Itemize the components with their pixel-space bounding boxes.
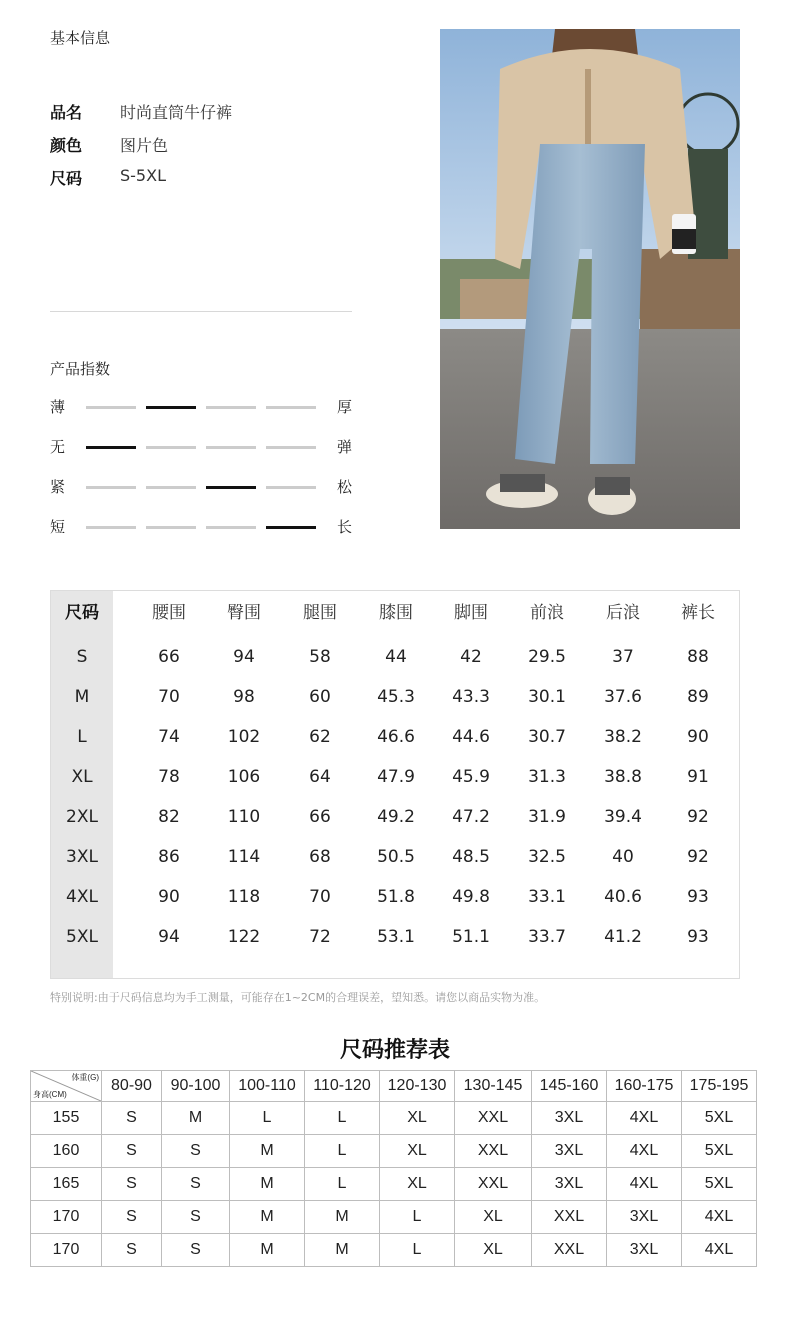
size-table-cell: 46.6 <box>377 727 415 747</box>
size-table-cell: 58 <box>309 647 331 667</box>
index-row <box>50 396 355 418</box>
recommend-size-cell: L <box>305 1135 380 1168</box>
index-bar-active <box>266 526 316 529</box>
size-table-cell: 49.8 <box>452 887 490 907</box>
recommend-weight-header: 160-175 <box>607 1071 682 1102</box>
recommend-size-cell: S <box>102 1168 162 1201</box>
size-table-cell: 33.1 <box>528 887 566 907</box>
recommend-weight-header: 80-90 <box>102 1071 162 1102</box>
size-table-cell: 42 <box>460 647 482 667</box>
index-right-label: 长 <box>336 518 352 536</box>
size-table-header-cell: 前浪 <box>530 603 564 623</box>
size-table-cell: 66 <box>158 647 180 667</box>
recommend-size-cell: L <box>305 1168 380 1201</box>
size-table-cell: M <box>74 687 90 707</box>
recommend-weight-header: 90-100 <box>162 1071 230 1102</box>
recommend-title: 尺码推荐表 <box>339 1038 450 1063</box>
size-table-header-cell: 裤长 <box>681 603 715 623</box>
recommend-header-row <box>31 1071 757 1102</box>
recommend-size-cell: 3XL <box>532 1168 607 1201</box>
size-table-cell: 40.6 <box>604 887 642 907</box>
size-table-cell: 32.5 <box>528 847 566 867</box>
recommend-size-cell: XXL <box>455 1168 532 1201</box>
size-table-cell: 118 <box>227 887 261 907</box>
recommend-size-cell: S <box>162 1168 230 1201</box>
recommend-height-cell: 165 <box>31 1168 102 1201</box>
recommend-size-cell: S <box>102 1102 162 1135</box>
recommend-height-cell: 155 <box>31 1102 102 1135</box>
size-table-cell: 38.8 <box>604 767 642 787</box>
index-row <box>50 516 355 538</box>
info-row-color <box>50 133 168 156</box>
recommend-size-cell: XL <box>455 1201 532 1234</box>
index-bar <box>206 406 256 409</box>
info-row-size <box>50 166 166 189</box>
size-table-cell: 39.4 <box>604 807 642 827</box>
recommend-size-cell: S <box>102 1201 162 1234</box>
size-table-row <box>51 677 741 717</box>
size-table-cell: 86 <box>158 847 180 867</box>
recommend-size-cell: 3XL <box>607 1201 682 1234</box>
recommend-size-cell: 3XL <box>532 1102 607 1135</box>
recommend-weight-header: 145-160 <box>532 1071 607 1102</box>
index-right-label: 松 <box>336 478 352 496</box>
size-table-cell: 122 <box>227 927 261 947</box>
size-table-header-cell: 脚围 <box>454 603 488 623</box>
size-table-cell: 29.5 <box>528 647 566 667</box>
size-table-cell: 94 <box>158 927 180 947</box>
recommend-size-cell: 4XL <box>607 1168 682 1201</box>
corner-height-label: 身高(CM) <box>33 1090 67 1099</box>
recommend-size-cell: XXL <box>455 1135 532 1168</box>
recommend-size-cell: M <box>305 1201 380 1234</box>
size-table-cell: 43.3 <box>452 687 490 707</box>
size-table-cell: 114 <box>227 847 261 867</box>
recommend-row <box>31 1135 757 1168</box>
size-table-cell: 89 <box>687 687 709 707</box>
product-index-title: 产品指数 <box>50 360 111 378</box>
index-bar-active <box>86 446 136 449</box>
recommend-size-cell: M <box>230 1201 305 1234</box>
size-table-cell: 33.7 <box>528 927 566 947</box>
size-table-row <box>51 917 741 957</box>
index-bar <box>146 486 196 489</box>
size-table-cell: 44.6 <box>452 727 490 747</box>
size-table-cell: 5XL <box>66 927 98 947</box>
recommend-weight-header: 110-120 <box>305 1071 380 1102</box>
recommend-size-cell: 3XL <box>532 1135 607 1168</box>
recommend-size-cell: M <box>162 1102 230 1135</box>
size-table-cell: 94 <box>233 647 255 667</box>
size-table-header-cell: 腰围 <box>152 603 186 623</box>
basic-info-title: 基本信息 <box>50 29 111 47</box>
index-bar <box>86 486 136 489</box>
size-table-cell: 92 <box>687 847 709 867</box>
size-table-cell: 90 <box>687 727 709 747</box>
recommend-size-cell: M <box>230 1135 305 1168</box>
index-bar <box>206 446 256 449</box>
recommend-size-cell: 4XL <box>682 1234 757 1267</box>
size-table-cell: 41.2 <box>604 927 642 947</box>
recommend-size-cell: S <box>162 1135 230 1168</box>
size-table-cell: 102 <box>227 727 261 747</box>
size-table-cell: 31.9 <box>528 807 566 827</box>
recommend-size-cell: XL <box>455 1234 532 1267</box>
recommend-size-cell: S <box>102 1234 162 1267</box>
index-row <box>50 476 355 498</box>
size-table-cell: 98 <box>233 687 255 707</box>
size-table-row <box>51 837 741 877</box>
size-table-row <box>51 717 741 757</box>
index-left-label: 无 <box>50 438 66 456</box>
recommend-row <box>31 1234 757 1267</box>
index-bar <box>266 406 316 409</box>
recommend-row <box>31 1102 757 1135</box>
recommend-size-cell: 4XL <box>607 1102 682 1135</box>
size-table-cell: 66 <box>309 807 331 827</box>
size-table-cell: 60 <box>309 687 331 707</box>
size-table-cell: 51.8 <box>377 887 415 907</box>
index-bar <box>146 526 196 529</box>
recommend-size-cell: M <box>230 1234 305 1267</box>
size-table-cell: L <box>77 727 87 747</box>
size-table-cell: 78 <box>158 767 180 787</box>
recommend-height-cell: 160 <box>31 1135 102 1168</box>
measurement-note: 特别说明:由于尺码信息均为手工测量，可能存在1~2CM的合理误差，望知悉。请您以商品实物为准。 <box>50 991 546 1004</box>
info-value: S-5XL <box>120 166 166 185</box>
recommend-size-cell: S <box>162 1201 230 1234</box>
size-table-cell: 90 <box>158 887 180 907</box>
size-table-cell: 38.2 <box>604 727 642 747</box>
size-table-cell: 68 <box>309 847 331 867</box>
recommend-size-cell: L <box>305 1102 380 1135</box>
recommend-size-cell: 4XL <box>682 1201 757 1234</box>
size-table-cell: 4XL <box>66 887 98 907</box>
index-bar <box>86 526 136 529</box>
index-bar <box>206 526 256 529</box>
size-table-cell: 53.1 <box>377 927 415 947</box>
recommend-corner-cell <box>31 1071 102 1102</box>
recommend-size-cell: L <box>380 1234 455 1267</box>
index-bar-active <box>146 406 196 409</box>
size-table-row <box>51 637 741 677</box>
size-table-cell: 92 <box>687 807 709 827</box>
recommend-height-cell: 170 <box>31 1234 102 1267</box>
size-table-row <box>51 797 741 837</box>
recommend-weight-header: 100-110 <box>230 1071 305 1102</box>
recommend-size-cell: XL <box>380 1102 455 1135</box>
size-table <box>50 590 740 979</box>
size-table-header-cell: 后浪 <box>606 603 640 623</box>
size-table-cell: 47.2 <box>452 807 490 827</box>
recommend-size-cell: S <box>102 1135 162 1168</box>
size-table-header-cell: 膝围 <box>379 603 413 623</box>
size-table-cell: 50.5 <box>377 847 415 867</box>
recommend-size-cell: 3XL <box>607 1234 682 1267</box>
index-left-label: 紧 <box>50 478 66 496</box>
size-table-header-cell: 尺码 <box>65 603 99 623</box>
index-right-label: 弹 <box>336 438 352 456</box>
index-left-label: 薄 <box>50 398 66 416</box>
size-table-cell: 31.3 <box>528 767 566 787</box>
recommend-size-cell: 4XL <box>607 1135 682 1168</box>
recommend-row <box>31 1168 757 1201</box>
corner-weight-label: 体重(G) <box>71 1073 99 1082</box>
size-table-cell: 37 <box>612 647 634 667</box>
index-bar-active <box>206 486 256 489</box>
size-table-cell: 40 <box>612 847 634 867</box>
recommend-size-cell: L <box>230 1102 305 1135</box>
size-table-cell: 51.1 <box>452 927 490 947</box>
recommend-weight-header: 175-195 <box>682 1071 757 1102</box>
size-table-cell: 74 <box>158 727 180 747</box>
info-value: 图片色 <box>120 136 169 155</box>
index-bar <box>146 446 196 449</box>
recommend-size-cell: XXL <box>532 1234 607 1267</box>
info-row-name <box>50 100 232 123</box>
size-table-cell: 49.2 <box>377 807 415 827</box>
size-table-cell: 70 <box>158 687 180 707</box>
index-right-label: 厚 <box>336 398 352 416</box>
size-table-cell: 30.1 <box>528 687 566 707</box>
index-bar <box>266 446 316 449</box>
size-table-cell: 82 <box>158 807 180 827</box>
index-bar <box>266 486 316 489</box>
recommend-size-cell: XL <box>380 1135 455 1168</box>
size-table-cell: 72 <box>309 927 331 947</box>
size-table-cell: 44 <box>385 647 407 667</box>
size-table-cell: 93 <box>687 887 709 907</box>
recommend-size-cell: M <box>230 1168 305 1201</box>
size-table-cell: 37.6 <box>604 687 642 707</box>
info-key: 品名 <box>50 103 83 122</box>
recommend-table <box>30 1070 757 1267</box>
recommend-size-cell: 5XL <box>682 1135 757 1168</box>
size-table-cell: 47.9 <box>377 767 415 787</box>
index-bar <box>86 406 136 409</box>
size-table-cell: 91 <box>687 767 709 787</box>
recommend-height-cell: 170 <box>31 1201 102 1234</box>
recommend-weight-header: 120-130 <box>380 1071 455 1102</box>
recommend-size-cell: XXL <box>455 1102 532 1135</box>
index-left-label: 短 <box>50 518 66 536</box>
index-row <box>50 436 355 458</box>
info-key: 尺码 <box>50 169 83 188</box>
size-table-cell: 3XL <box>66 847 98 867</box>
size-table-cell: 48.5 <box>452 847 490 867</box>
recommend-size-cell: 5XL <box>682 1168 757 1201</box>
size-table-header-cell: 臀围 <box>227 603 261 623</box>
info-value: 时尚直筒牛仔裤 <box>120 103 233 122</box>
recommend-size-cell: M <box>305 1234 380 1267</box>
recommend-size-cell: XL <box>380 1168 455 1201</box>
size-table-cell: 2XL <box>66 807 98 827</box>
recommend-weight-header: 130-145 <box>455 1071 532 1102</box>
size-table-cell: 45.9 <box>452 767 490 787</box>
size-table-header-cell: 腿围 <box>303 603 337 623</box>
size-table-cell: 30.7 <box>528 727 566 747</box>
recommend-size-cell: XXL <box>532 1201 607 1234</box>
recommend-size-cell: L <box>380 1201 455 1234</box>
size-table-cell: 45.3 <box>377 687 415 707</box>
size-table-cell: 106 <box>227 767 261 787</box>
size-table-row <box>51 877 741 917</box>
size-table-cell: 70 <box>309 887 331 907</box>
size-table-cell: XL <box>71 767 93 787</box>
size-table-cell: 62 <box>309 727 331 747</box>
recommend-size-cell: S <box>162 1234 230 1267</box>
info-key: 颜色 <box>50 136 83 155</box>
size-table-row <box>51 757 741 797</box>
model-photo <box>440 29 740 529</box>
size-table-cell: 64 <box>309 767 331 787</box>
divider <box>50 311 352 312</box>
size-table-cell: 110 <box>227 807 261 827</box>
size-table-header <box>51 593 741 633</box>
size-table-cell: S <box>76 647 88 667</box>
size-table-cell: 93 <box>687 927 709 947</box>
recommend-row <box>31 1201 757 1234</box>
recommend-size-cell: 5XL <box>682 1102 757 1135</box>
size-table-cell: 88 <box>687 647 709 667</box>
